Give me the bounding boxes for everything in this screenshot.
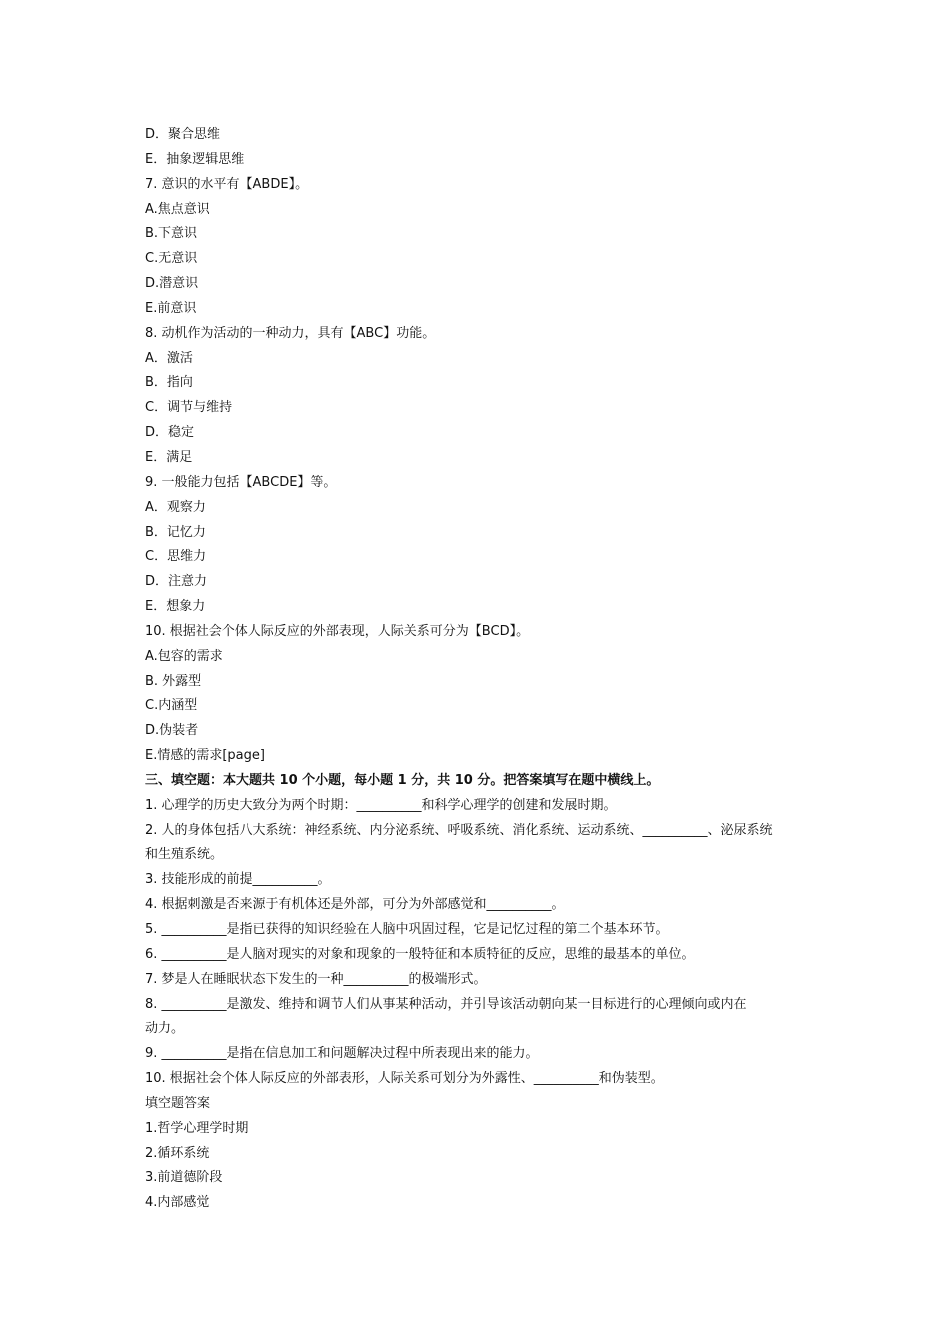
question-8: 8. 动机作为活动的一种动力，具有【ABC】功能。 — [145, 325, 436, 341]
question-10: 10. 根据社会个体人际反应的外部表现，人际关系可分为【BCD】。 — [145, 623, 530, 639]
q9-option-a: A．观察力 — [145, 499, 206, 515]
q7-option-b: B.下意识 — [145, 226, 198, 242]
fill-question-2-continued: 和生殖系统。 — [145, 847, 224, 863]
option-e-abstract-logic: E．抽象逻辑思维 — [145, 151, 245, 167]
fill-question-4: 4. 根据刺激是否来源于有机体还是外部，可分为外部感觉和__________。 — [145, 897, 565, 913]
fill-question-3: 3. 技能形成的前提__________。 — [145, 872, 331, 888]
q7-option-d: D.潜意识 — [145, 276, 199, 292]
answer-2: 2.循环系统 — [145, 1145, 210, 1161]
answers-heading: 填空题答案 — [145, 1095, 211, 1111]
document-body — [145, 123, 815, 1216]
q8-option-d: D．稳定 — [145, 425, 195, 441]
question-9: 9. 一般能力包括【ABCDE】等。 — [145, 474, 337, 490]
fill-question-9: 9. __________是指在信息加工和问题解决过程中所表现出来的能力。 — [145, 1046, 539, 1062]
answer-4: 4.内部感觉 — [145, 1195, 210, 1211]
option-d-convergent-thinking: D．聚合思维 — [145, 127, 221, 142]
fill-question-1: 1. 心理学的历史大致分为两个时期：__________和科学心理学的创建和发展时期。 — [145, 797, 617, 813]
q7-option-e: E.前意识 — [145, 300, 197, 316]
section-heading-fill-in: 三、填空题：本大题共 10 个小题，每小题 1 分，共 10 分。把答案填写在题中横线上。 — [145, 772, 660, 788]
q7-option-c: C.无意识 — [145, 251, 198, 267]
q10-option-b: B. 外露型 — [145, 673, 202, 689]
q10-option-c: C.内涵型 — [145, 698, 198, 714]
q9-option-e: E．想象力 — [145, 599, 206, 615]
fill-question-8-continued: 动力。 — [145, 1021, 185, 1037]
fill-question-8: 8. __________是激发、维持和调节人们从事某种活动，并引导该活动朝向某一目标进行的心理倾向或内在 — [145, 996, 747, 1012]
q10-option-a: A.包容的需求 — [145, 648, 223, 664]
fill-question-10: 10. 根据社会个体人际反应的外部表形，人际关系可划分为外露性、__________和伪装型。 — [145, 1071, 664, 1087]
q9-option-d: D．注意力 — [145, 574, 208, 590]
answer-3: 3.前道德阶段 — [145, 1170, 223, 1186]
question-7: 7. 意识的水平有【ABDE】。 — [145, 176, 309, 192]
q9-option-b: B．记忆力 — [145, 524, 206, 540]
q7-option-a: A.焦点意识 — [145, 201, 210, 217]
q10-option-d: D.伪装者 — [145, 723, 199, 739]
q8-option-b: B．指向 — [145, 375, 193, 391]
answer-1: 1.哲学心理学时期 — [145, 1120, 249, 1136]
fill-question-7: 7. 梦是人在睡眠状态下发生的一种__________的极端形式。 — [145, 971, 487, 987]
fill-question-5: 5. __________是指已获得的知识经验在人脑中巩固过程，它是记忆过程的第二个基本环节。 — [145, 922, 669, 937]
fill-question-2: 2. 人的身体包括八大系统：神经系统、内分泌系统、呼吸系统、消化系统、运动系统、__________、泌尿系统 — [145, 822, 773, 838]
q10-option-e: E.情感的需求[page] — [145, 748, 265, 764]
q8-option-e: E．满足 — [145, 449, 193, 465]
q8-option-a: A．激活 — [145, 350, 193, 366]
fill-question-6: 6. __________是人脑对现实的对象和现象的一般特征和本质特征的反应，思维的最基本的单位。 — [145, 946, 695, 962]
q9-option-c: C．思维力 — [145, 549, 207, 565]
q8-option-c: C．调节与维持 — [145, 400, 233, 416]
